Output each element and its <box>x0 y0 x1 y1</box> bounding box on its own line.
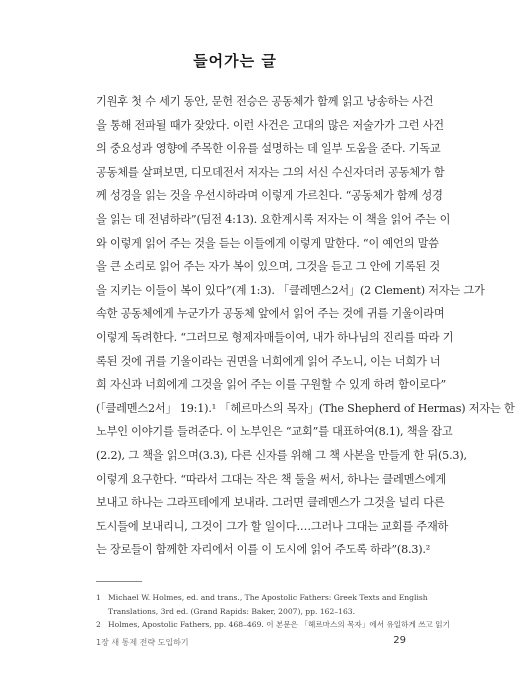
body-line: 노부인 이야기를 들려준다. 이 노부인은 “교회”를 대표하여(8.1), 책을 잡고 <box>96 425 453 439</box>
body-line: 와 이렇게 읽어 주는 것을 듣는 이들에게 이렇게 말한다. “이 예언의 말씀 <box>96 236 439 250</box>
body-line: 을 큰 소리로 읽어 주는 자가 복이 있으며, 그것을 듣고 그 안에 기록된 것 <box>96 260 440 274</box>
body-line: 이렇게 독려한다. “그러므로 형제자매들이여, 내가 하나님의 진리를 따라 기 <box>96 330 454 344</box>
footnote-text: Holmes, Apostolic Fathers, pp. 468–469. 이 본문은 「헤르마스의 목자」에서 유일하게 쓰고 읽기 <box>108 620 450 629</box>
body-line: 기원후 첫 수 세기 동안, 문헌 전승은 공동체가 함께 읽고 낭송하는 사건 <box>96 95 434 108</box>
body-line: 는 장로들이 함께한 자리에서 이를 이 도시에 읽어 주도록 하라”(8.3).² <box>96 543 431 557</box>
footnote-number: 1 <box>96 593 101 602</box>
body-line: 께 성경을 읽는 것을 우선시하라며 이렇게 가르친다. “공동체가 함께 성경 <box>96 189 443 203</box>
body-line: 을 통해 전파될 때가 잦았다. 이런 사건은 고대의 많은 저술가가 그런 사건 <box>96 118 444 132</box>
body-line: 을 지키는 이들이 복이 있다”(계 1:3). 「클레멘스2서」(2 Clement) 저자는 그가 <box>96 283 485 297</box>
page-number: 29 <box>393 635 406 646</box>
footnote-text: Michael W. Holmes, ed. and trans., The Apostolic Fathers: Greek Texts and English <box>108 593 428 602</box>
body-text <box>96 90 515 562</box>
body-line: (2.2), 그 책을 읽으며(3.3), 다른 신자를 위해 그 책 사본을 만들게 한 뒤(5.3), <box>96 448 467 462</box>
running-footer-chapter: 1장 새 통제 전략 도입하기 <box>96 638 189 647</box>
body-line: 을 읽는 데 전념하라”(딤전 4:13). 요한계시록 저자는 이 책을 읽어 주는 이 <box>96 212 451 226</box>
footnote-divider <box>96 581 142 582</box>
body-line: (「클레멘스2서」 19:1).¹ 「헤르마스의 목자」(The Shepherd of Hermas) 저자는 한 <box>96 401 515 415</box>
footnote <box>96 605 426 619</box>
body-line: 공동체를 살펴보면, 디모데전서 저자는 그의 서신 수신자더러 공동체가 함 <box>96 165 445 179</box>
chapter-heading: 들어가는 글 <box>193 52 277 70</box>
body-line: 속한 공동체에게 누군가가 공동체 앞에서 읽어 주는 것에 귀를 기울이라며 <box>96 307 445 321</box>
footnote-number: 2 <box>96 620 101 629</box>
body-line: 의 중요성과 영향에 주목한 이유를 설명하는 데 일부 도움을 준다. 기독교 <box>96 142 441 156</box>
footnote-text: Translations, 3rd ed. (Grand Rapids: Baker, 2007), pp. 162–163. <box>108 606 356 616</box>
body-line: 보내고 하나는 그라프테에게 보내라. 그러면 클레멘스가 그것을 널리 다른 <box>96 496 445 510</box>
body-line: 도시들에 보내리니, 그것이 그가 할 일이다.…그러나 그대는 교회를 주재하 <box>96 519 449 533</box>
body-line: 이렇게 요구한다. “따라서 그대는 작은 책 둘을 써서, 하나는 클레멘스에게 <box>96 472 447 486</box>
body-line: 희 자신과 너희에게 그것을 읽어 주는 이를 구원할 수 있게 하려 함이로다” <box>96 378 447 392</box>
footnotes <box>96 591 450 632</box>
footnote <box>96 591 426 605</box>
footnote <box>96 618 450 632</box>
body-line: 록된 것에 귀를 기울이라는 권면을 너희에게 읽어 주노니, 이는 너희가 너 <box>96 354 441 368</box>
